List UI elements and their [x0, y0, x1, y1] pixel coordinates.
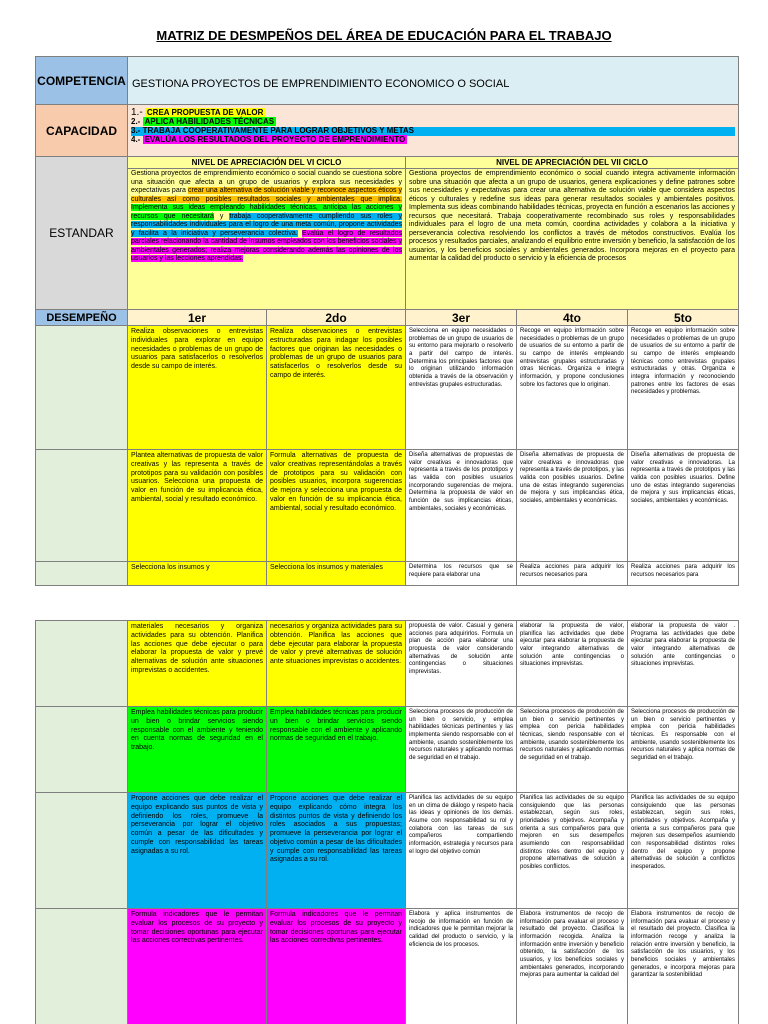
desempeno-cell: Realiza observaciones o entrevistas individuales para explorar en equipo necesidades o problemas de un grupo de usuarios para satisfacerlos o resolverlos desde su campo de interés.: [128, 326, 267, 450]
row-side-cell: [36, 909, 128, 1024]
capacidad-num: 4.-: [131, 134, 141, 144]
capacidad-num: 2.-: [131, 117, 141, 126]
desempeno-cell: Diseña alternativas de propuestas de valor creativas e innovadoras que representa a través de los prototipos y las valida con posibles usuarios incorporando sugerencias de mejora. Determina la propuesta de valor en función de sus implicancias éticas, ambientales, sociales y económicas.: [406, 450, 517, 562]
desempeno-cell: Determina los recursos que se requiere para elaborar una: [406, 562, 517, 586]
desempeno-cell: Emplea habilidades técnicas para producir un bien o brindar servicios siendo responsable con el ambiente y aplicando normas de seguridad en el trabajo.: [267, 707, 406, 793]
nivel-vii-heading: NIVEL DE APRECIACIÓN DEL VII CICLO: [406, 157, 739, 169]
capacidad-text: EVALÚA LOS RESULTADOS DEL PROYECTO DE EMPRENDIMIENTO: [144, 134, 406, 144]
capacidad-text: APLICA HABILIDADES TÉCNICAS: [144, 117, 275, 126]
matrix-table-bottom: [35, 620, 739, 1024]
desempeno-cell: Propone acciones que debe realizar el equipo explicando cómo integra los distintos puntos de vista y definiendo los roles asociados a sus propuestas; promueve la perseverancia por lograr el objetivo común a pesar de las dificultades y cumple con responsabilidad las tareas asignadas a su rol.: [267, 793, 406, 909]
desempeno-cell: Selecciona procesos de producción de un bien o servicio, y emplea habilidades técnicas pertinentes y las implementa siendo responsable con el ambiente, usando sosteniblemente los recursos naturales y aplicando normas de seguridad en el trabajo.: [406, 707, 517, 793]
capacidad-text: CREA PROPUESTA DE VALOR: [146, 108, 264, 117]
estandar-vii-text: Gestiona proyectos de emprendimiento económico o social cuando integra activamente información sobre una situación que afecta a un grupo de usuarios, genera explicaciones y define patrones sobre sus necesidades y expectativas para crear una alternativa de solución viable que considera aspectos éticos y culturales y redefine sus ideas para generar resultados sociales y ambientales positivos. Implementa sus ideas combinando habilidades técnicas, proyecta en función a escenarios las acciones y recursos que necesitará. Trabaja cooperativamente recombinado sus roles y responsabilidades individuales para el logro de una meta común, coordina actividades y colabora a la iniciativa y perseverancia colectiva resolviendo los conflictos a través de métodos constructivos. Evalúa los procesos y resultados parciales, analizando el equilibrio entre inversión y beneficio, la satisfacción de los usuarios, y los beneficios sociales y ambientales generados. Incorpora mejoras en el proyecto para aumentar la calidad del producto o servicio y la eficiencia de procesos: [406, 169, 739, 310]
desempeno-cell: Plantea alternativas de propuesta de valor creativas y las representa a través de prototipos para su validación con posibles usuarios. Selecciona una propuesta de valor en función de su implicancia ética, ambiental, social y resultado económico.: [128, 450, 267, 562]
grade-2do: 2do: [267, 310, 406, 326]
table-row: [36, 793, 739, 909]
desempeno-label: DESEMPEÑO: [36, 310, 128, 326]
desempeno-cell: propuesta de valor. Casual y genera acciones para adquirirlos. Formula un plan de acción para elaborar una propuesta de valor considerando alternativas de solución ante contingencias o situaciones imprevistas.: [406, 621, 517, 707]
desempeno-cell: Realiza acciones para adquirir los recursos necesarios para: [628, 562, 739, 586]
row-side-cell: [36, 562, 128, 586]
desempeno-cell: Recoge en equipo información sobre necesidades o problemas de un grupo de usuarios de su entorno a partir de su campo de interés empleando técnicas como entrevistas grupales estructuradas y otras. Organiza e integra información y reconociendo patrones entre los factores de esas necesidades y problemas.: [628, 326, 739, 450]
table-row: [36, 909, 739, 1024]
desempeno-cell: Selecciona los insumos y: [128, 562, 267, 586]
capacidad-num: 1.-: [131, 107, 143, 118]
desempeno-cell: Selecciona procesos de producción de un bien o servicio pertinentes y emplea con pericia habilidades técnicas. Es responsable con el ambiente, usando sosteniblemente los recursos naturales y aplica normas de seguridad en el trabajo.: [628, 707, 739, 793]
desempeno-cell: Formula indicadores que le permitan evaluar los procesos de su proyecto y tomar decisiones oportunas para ejecutar las acciones correctivas pertinentes.: [128, 909, 267, 1024]
desempeno-cell: elaborar la propuesta de valor . Programa las actividades que debe ejecutar para elaborar la propuesta de valor integrando alternativas de solución ante contingencias o situaciones imprevistas.: [628, 621, 739, 707]
desempeno-cell: necesarios y organiza actividades para su obtención. Planifica las acciones que debe ejecutar para elaborar la propuesta de valor y prevé alternativas de solución ante situaciones imprevistas o accidentes.: [267, 621, 406, 707]
desempeno-cell: Elabora y aplica instrumentos de recojo de información en función de indicadores que le permitan mejorar la calidad del producto o servicio, y la eficiencia de los procesos.: [406, 909, 517, 1024]
estandar-vi-part: Evalúa el logro de resultados parciales relacionando la cantidad de insumos empleados con los beneficios sociales y ambientales generados; realiza mejoras considerando además las opiniones de los usuarios y las lecciones aprendidas.: [131, 229, 402, 263]
desempeno-cell: elaborar la propuesta de valor, planifica las actividades que debe ejecutar para elaborar la propuesta de valor integrando alternativas de solución ante contingencias o situaciones imprevistas.: [517, 621, 628, 707]
desempeno-cell: Planifica las actividades de su equipo consiguiendo que las personas establezcan, según sus roles, prioridades y objetivos. Acompaña y orienta a sus compañeros para que mejoren sus desempeños asumiendo con responsabilidad distintos roles dentro del equipo y propone alternativas de solución a conflictos inesperados.: [628, 793, 739, 909]
desempeno-cell: Propone acciones que debe realizar el equipo explicando sus puntos de vista y definiendo los roles, promueve la perseverancia por lograr el objetivo común a pesar de las dificultades y cumple con responsabilidad las tareas asignadas a su rol.: [128, 793, 267, 909]
desempeno-cell: Diseña alternativas de propuesta de valor creativas e innovadoras. La representa a través de prototipos y las valida con posibles usuarios. Define uno de estas integrando sugerencias de mejora y sus implicancias éticas, sociales, ambientales y económicas.: [628, 450, 739, 562]
row-side-cell: [36, 621, 128, 707]
grade-4to: 4to: [517, 310, 628, 326]
table-row: [36, 326, 739, 450]
page-title: MATRIZ DE DESMPEÑOS DEL ÁREA DE EDUCACIÓN PARA EL TRABAJO: [156, 28, 612, 43]
desempeno-cell: Planifica las actividades de su equipo consiguiendo que las personas establezcan, según sus roles, prioridades y objetivos. Acompaña y orienta a sus compañeros para que mejoren en sus desempeños asumiendo con responsabilidad distintos roles dentro del equipo y propone alternativas de solución a posibles conflictos.: [517, 793, 628, 909]
estandar-vi-part: Gestiona proyectos de emprendimiento económico o social cuando se cuestiona sobre una situación que afecta a un grupo de usuarios y explora sus necesidades y expectativas para: [131, 170, 402, 195]
table-row: [36, 621, 739, 707]
grade-1er: 1er: [128, 310, 267, 326]
estandar-vi-part: Implementa sus ideas empleando habilidades técnicas, anticipa las acciones y recursos que necesitará: [131, 204, 402, 220]
desempeno-cell: Selecciona en equipo necesidades o problemas de un grupo de usuarios de su entorno para mejorarlo o resolverlo a partir del campo de interés. Determina los principales factores que lo originan utilizando información obtenida a través de la observación y entrevistas grupales estructuradas.: [406, 326, 517, 450]
desempeno-cell: Selecciona los insumos y materiales: [267, 562, 406, 586]
desempeno-cell: Realiza acciones para adquirir los recursos necesarios para: [517, 562, 628, 586]
estandar-vi-part: y: [213, 212, 230, 220]
capacidad-list: [128, 105, 739, 157]
row-side-cell: [36, 707, 128, 793]
nivel-vi-heading: NIVEL DE APRECIACIÓN DEL VI CICLO: [128, 157, 406, 169]
row-side-cell: [36, 793, 128, 909]
desempeno-cell: Recoge en equipo información sobre necesidades o problemas de un grupo de usuarios de su entorno a partir de su campo de interés empleando entrevistas grupales estructuradas y otras técnicas. Organiza e integra información, y propone conclusiones sobre los factores que lo originan.: [517, 326, 628, 450]
table-row: [36, 707, 739, 793]
estandar-vi-part: crear una alternativa de solución viable y reconoce aspectos éticos y culturales así como posibles resultados sociales y ambientales que implica.: [131, 187, 403, 203]
grade-3er: 3er: [406, 310, 517, 326]
desempeno-cell: materiales necesarios y organiza actividades para su obtención. Planifica las acciones que debe ejecutar o para elaborar la propuesta de valor y prevé alternativas de solución ante situaciones imprevistas o accidentes.: [128, 621, 267, 707]
capacidad-num: 3.-: [131, 125, 141, 135]
estandar-vi-part: trabaja cooperativamente cumpliendo sus roles y responsabilidades individuales para el logro de una meta común, propone actividades y facilita a la iniciativa y perseverancia colectiva.: [131, 212, 402, 237]
desempeno-cell: Elabora instrumentos de recojo de información para evaluar el proceso y resultado del proyecto. Clasifica la información recogida. Analiza la información entre inversión y beneficio obtenido, la satisfacción de los usuarios, y los beneficios sociales y ambientales generados, incorporando mejoras para aumentar la calidad del: [517, 909, 628, 1024]
desempeno-cell: Planifica las actividades de su equipo en un clima de diálogo y respeto hacia las ideas y opiniones de los demás. Asume con responsabilidad su rol y colabora con las tareas de sus compañeros compartiendo información, estrategia y recursos para el logro del objetivo común: [406, 793, 517, 909]
desempeno-cell: Diseña alternativas de propuesta de valor creativas e innovadoras que representa a través de prototipos, y las valida con posibles usuarios. Define una de estas integrando sugerencias de mejora y sus implicancias ética, sociales, ambientales y económicas.: [517, 450, 628, 562]
competencia-value: GESTIONA PROYECTOS DE EMPRENDIMIENTO ECONOMICO O SOCIAL: [128, 57, 739, 105]
capacidad-text: TRABAJA COOPERATIVAMENTE PARA LOGRAR OBJETIVOS Y METAS: [142, 125, 415, 135]
desempeno-cell: Selecciona procesos de producción de un bien o servicio pertinentes y emplea con pericia habilidades técnicas, siendo responsable con el ambiente, usando sosteniblemente los recursos naturales y aplicando normas de seguridad en el trabajo.: [517, 707, 628, 793]
desempeno-cell: Elabora instrumentos de recojo de información para evaluar el proceso y el resultado del proyecto. Clasifica la información recoge y analiza la relación entre inversión y beneficio, la satisfacción de los usuarios, y los beneficios sociales y ambientales generados, e incorpora mejoras para garantizar la sostenibilidad: [628, 909, 739, 1024]
row-side-cell: [36, 450, 128, 562]
row-side-cell: [36, 326, 128, 450]
competencia-label: COMPETENCIA: [36, 57, 128, 105]
capacidad-label: CAPACIDAD: [36, 105, 128, 157]
capacidad-item: [131, 136, 735, 145]
table-row: [36, 450, 739, 562]
matrix-table-top: [35, 56, 739, 586]
estandar-vi-text: [128, 169, 406, 310]
desempeno-cell: Emplea habilidades técnicas para producir un bien o brindar servicios siendo responsable con el ambiente y teniendo en cuenta normas de seguridad en el trabajo.: [128, 707, 267, 793]
table-row: [36, 562, 739, 586]
grade-5to: 5to: [628, 310, 739, 326]
desempeno-cell: Formula indicadores que le permitan evaluar los procesos de su proyecto y tomar decisiones oportunas para ejecutar las acciones correctivas pertinentes.: [267, 909, 406, 1024]
desempeno-cell: Formula alternativas de propuesta de valor creativas representándolas a través de prototipos para su validación con posibles usuarios, incorpora sugerencias de mejora y selecciona una propuesta de valor en función de su implicancia ética, ambiental, social y resultado económico.: [267, 450, 406, 562]
desempeno-cell: Realiza observaciones o entrevistas estructuradas para indagar los posibles factores que originan las necesidades o problemas de un grupo de usuarios para satisfacerlos o resolverlos desde su campo de interés.: [267, 326, 406, 450]
estandar-label: ESTANDAR: [36, 157, 128, 310]
